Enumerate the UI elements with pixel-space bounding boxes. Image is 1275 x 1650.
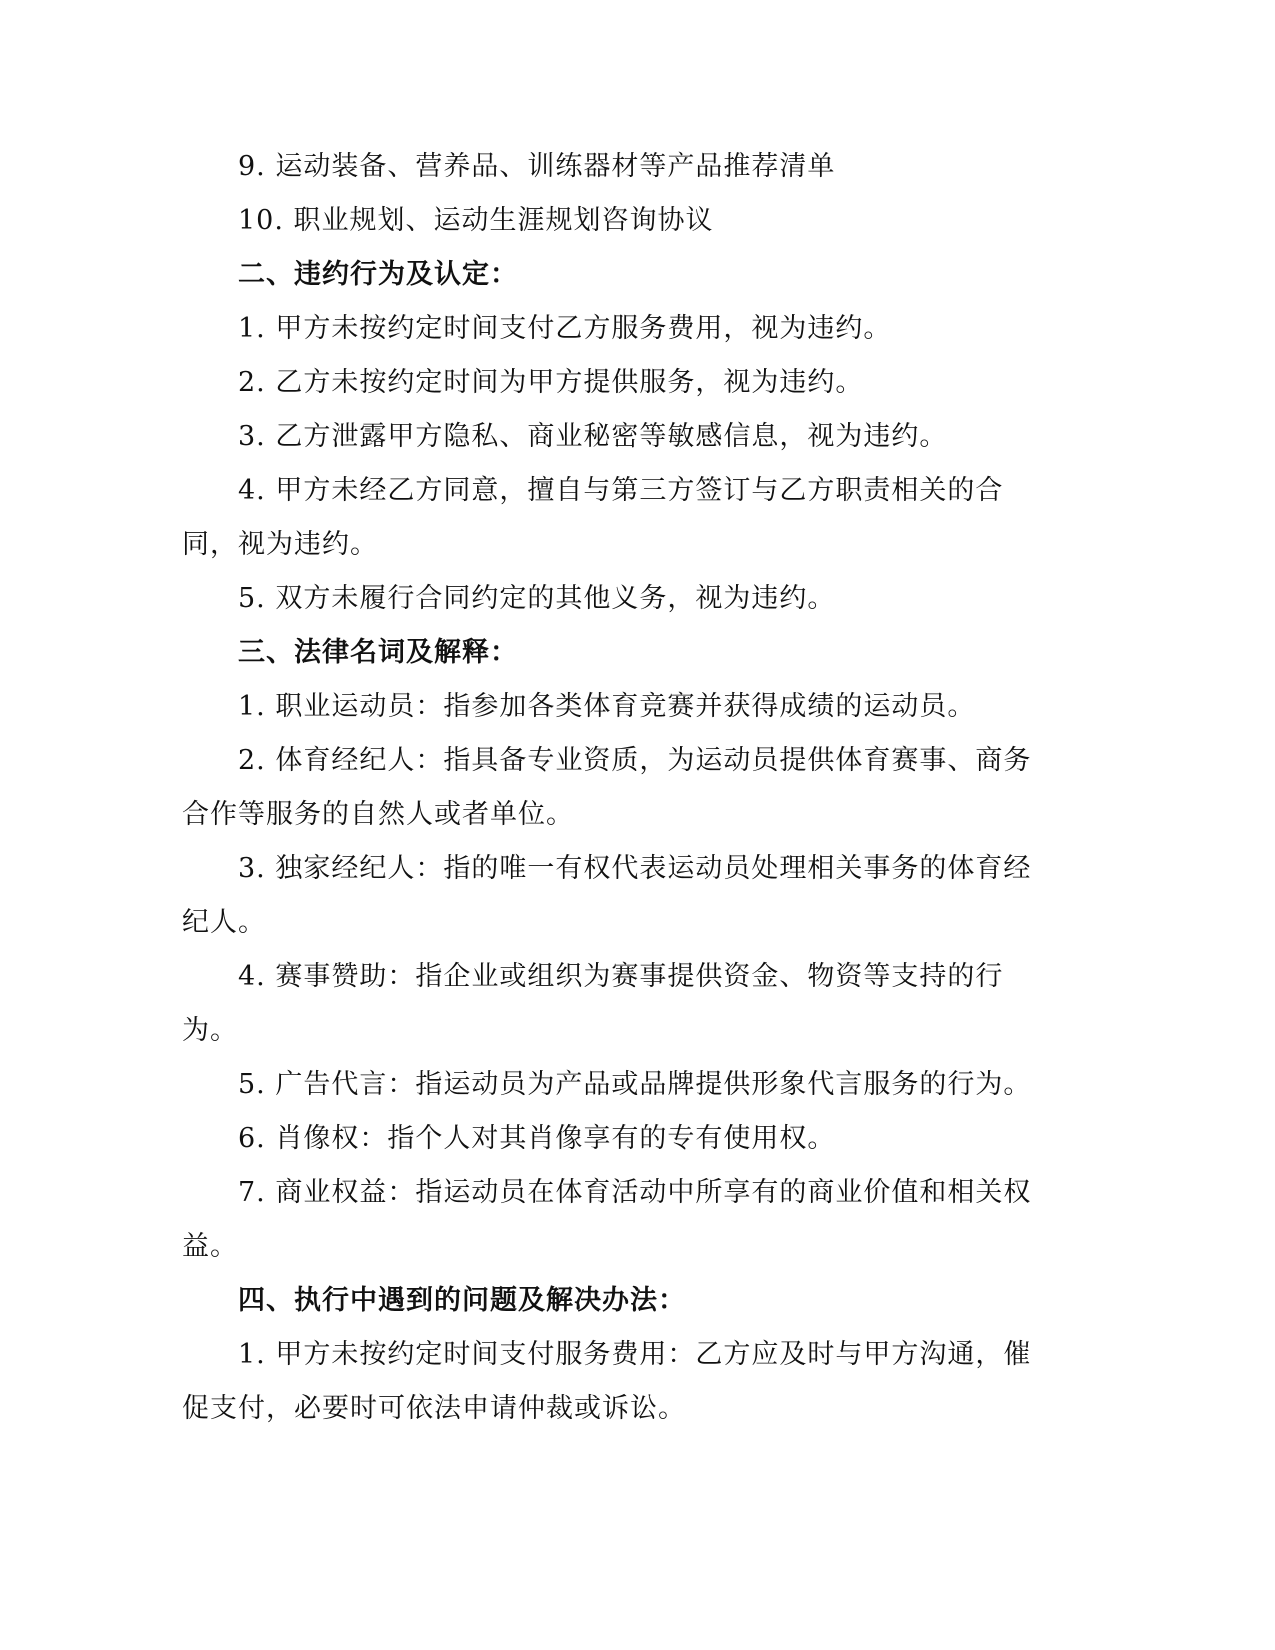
list-item: 1. 甲方未按约定时间支付乙方服务费用，视为违约。	[238, 313, 892, 344]
list-item: 2. 体育经纪人：指具备专业资质，为运动员提供体育赛事、商务合作等服务的自然人或者单位。	[182, 745, 1032, 830]
section-heading: 三、法律名词及解释：	[238, 637, 518, 668]
section-heading: 四、执行中遇到的问题及解决办法：	[238, 1285, 686, 1316]
list-item: 10. 职业规划、运动生涯规划咨询协议	[238, 205, 714, 236]
list-item: 3. 独家经纪人：指的唯一有权代表运动员处理相关事务的体育经纪人。	[182, 853, 1032, 938]
list-item: 9. 运动装备、营养品、训练器材等产品推荐清单	[238, 151, 836, 182]
list-item: 3. 乙方泄露甲方隐私、商业秘密等敏感信息，视为违约。	[238, 421, 948, 452]
document-body	[182, 140, 1032, 1436]
list-item: 4. 赛事赞助：指企业或组织为赛事提供资金、物资等支持的行为。	[182, 961, 1004, 1046]
list-item: 1. 甲方未按约定时间支付服务费用：乙方应及时与甲方沟通，催促支付，必要时可依法申请仲裁或诉讼。	[182, 1339, 1032, 1424]
section-heading: 二、违约行为及认定：	[238, 259, 518, 290]
list-item: 1. 职业运动员：指参加各类体育竞赛并获得成绩的运动员。	[238, 691, 976, 722]
list-item: 6. 肖像权：指个人对其肖像享有的专有使用权。	[238, 1123, 836, 1154]
list-item: 7. 商业权益：指运动员在体育活动中所享有的商业价值和相关权益。	[182, 1177, 1032, 1262]
list-item: 2. 乙方未按约定时间为甲方提供服务，视为违约。	[238, 367, 864, 398]
list-item: 5. 广告代言：指运动员为产品或品牌提供形象代言服务的行为。	[238, 1069, 1032, 1100]
list-item: 5. 双方未履行合同约定的其他义务，视为违约。	[238, 583, 836, 614]
list-item: 4. 甲方未经乙方同意，擅自与第三方签订与乙方职责相关的合同，视为违约。	[182, 475, 1004, 560]
